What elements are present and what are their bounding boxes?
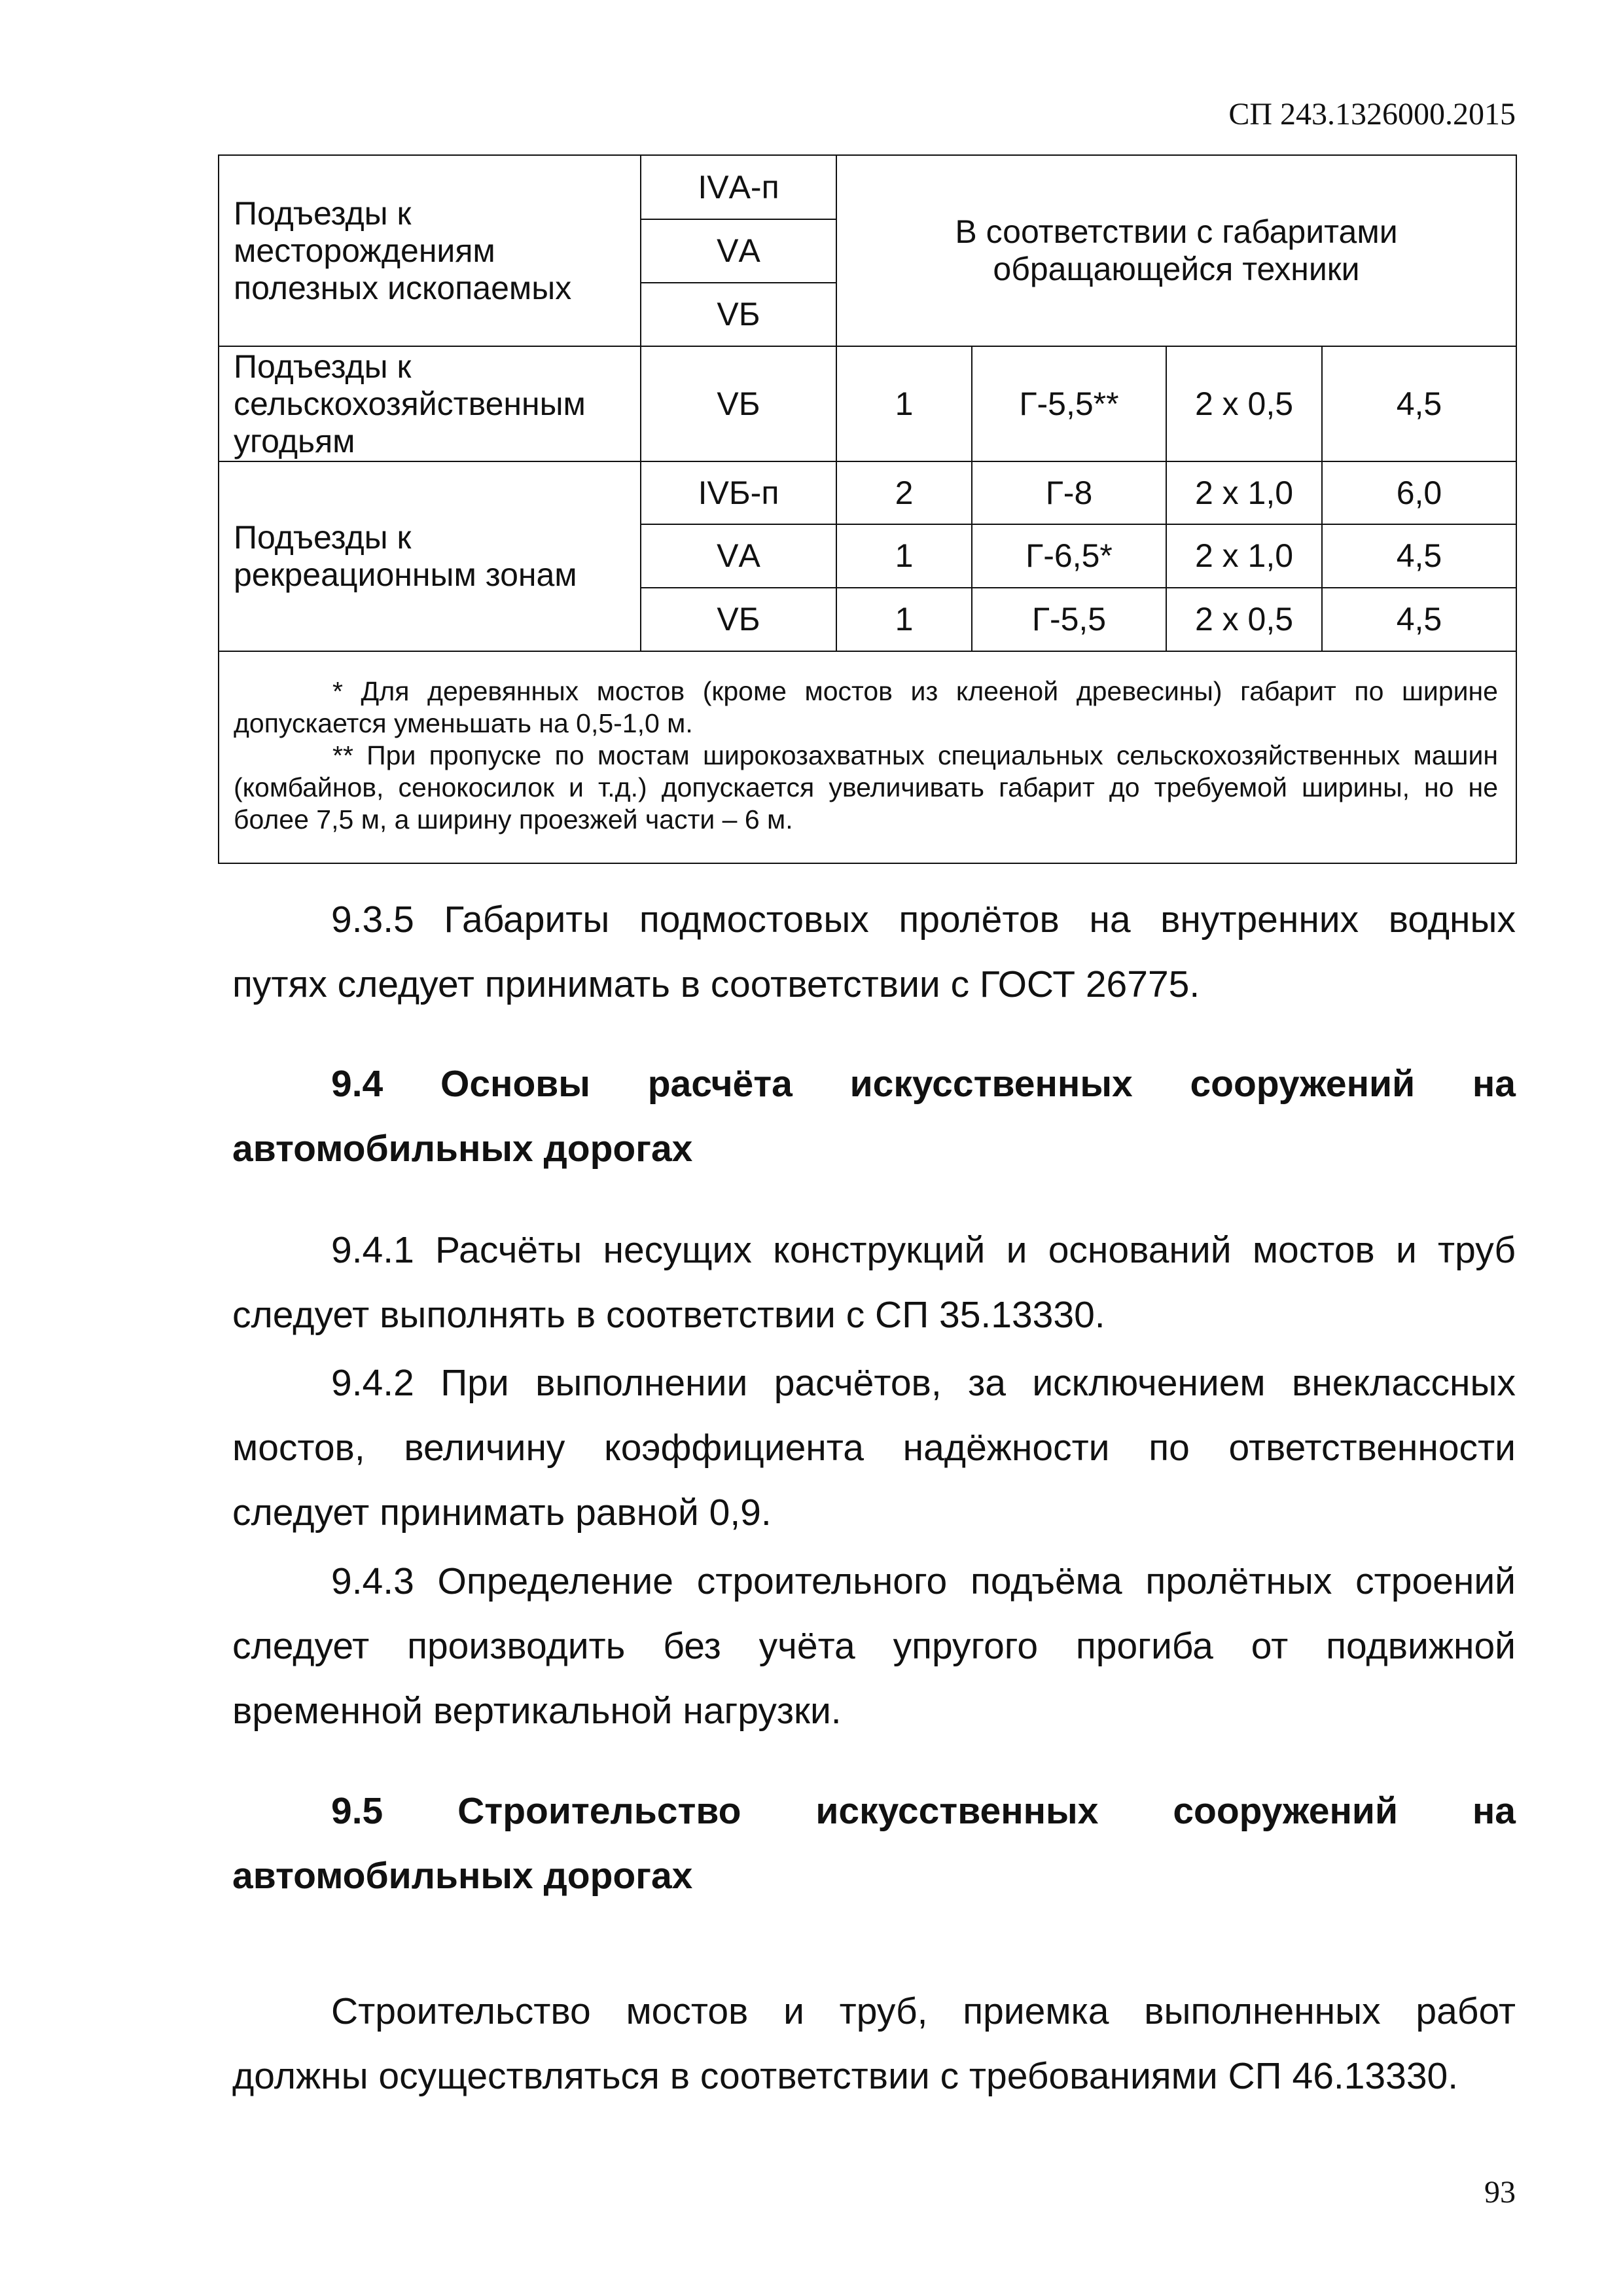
heading-line: автомобильных дорогах xyxy=(232,1128,693,1170)
heading-line: 9.5 Строительство искусственных сооружений на xyxy=(331,1790,1516,1832)
table-row xyxy=(219,651,1516,863)
section-heading-9-5 xyxy=(232,1779,1516,1909)
category-cell: VА xyxy=(641,219,836,283)
label-line: Подъезды к xyxy=(234,194,412,232)
lane-count-cell: 1 xyxy=(836,588,972,651)
label-line: сельскохозяйственным xyxy=(234,385,586,422)
footnote-line: * Для деревянных мостов (кроме мостов из клееной древесины) габарит по ширине xyxy=(332,676,1498,706)
gauge-cell: Г-5,5 xyxy=(972,588,1166,651)
footnote-line: более 7,5 м, а ширину проезжей части – 6 м. xyxy=(234,804,793,834)
gauge-cell: Г-6,5* xyxy=(972,524,1166,588)
category-cell: IVА-п xyxy=(641,155,836,219)
lane-count-cell: 2 xyxy=(836,461,972,524)
page-number: 93 xyxy=(1484,2175,1516,2210)
width-cell: 4,5 xyxy=(1322,588,1516,651)
paragraph-9-4-2 xyxy=(232,1351,1516,1545)
category-cell: VБ xyxy=(641,346,836,461)
document-code-header: СП 243.1326000.2015 xyxy=(1228,97,1516,132)
text-line: следует выполнять в соответствии с СП 35.13330. xyxy=(232,1294,1105,1336)
text-line: 9.3.5 Габариты подмостовых пролётов на внутренних водных xyxy=(331,899,1516,941)
text-line: путях следует принимать в соответствии с ГОСТ 26775. xyxy=(232,963,1200,1005)
width-pair-cell: 2 х 0,5 xyxy=(1166,588,1322,651)
section-heading-9-4 xyxy=(232,1052,1516,1181)
text-line: 9.4.2 При выполнении расчётов, за исключением внеклассных xyxy=(331,1362,1516,1404)
lane-count-cell: 1 xyxy=(836,524,972,588)
text-line: следует производить без учёта упругого прогиба от подвижной xyxy=(232,1625,1516,1667)
width-pair-cell: 2 х 1,0 xyxy=(1166,461,1322,524)
gauge-cell: Г-5,5** xyxy=(972,346,1166,461)
table-row xyxy=(219,461,1516,524)
row-label-agricultural xyxy=(219,346,641,461)
clearance-note-line: обращающейся техники xyxy=(993,251,1360,287)
text-line: временной вертикальной нагрузки. xyxy=(232,1690,842,1732)
footnote-line: ** При пропуске по мостам широкозахватных специальных сельскохозяйственных машин xyxy=(332,740,1498,770)
footnote-line: допускается уменьшать на 0,5-1,0 м. xyxy=(234,708,693,738)
width-cell: 4,5 xyxy=(1322,524,1516,588)
text-line: Строительство мостов и труб, приемка выполненных работ xyxy=(331,1990,1516,2032)
clearance-table xyxy=(218,154,1517,864)
clearance-note-line: В соответствии с габаритами xyxy=(955,213,1398,250)
text-line: следует принимать равной 0,9. xyxy=(232,1492,772,1534)
table-row xyxy=(219,155,1516,219)
category-cell: VА xyxy=(641,524,836,588)
text-line: мостов, величину коэффициента надёжности по ответственности xyxy=(232,1427,1516,1469)
category-cell: VБ xyxy=(641,588,836,651)
row-label-mining xyxy=(219,155,641,346)
width-cell: 4,5 xyxy=(1322,346,1516,461)
heading-line: автомобильных дорогах xyxy=(232,1855,693,1897)
paragraph-9-3-5 xyxy=(232,888,1516,1017)
category-cell: VБ xyxy=(641,283,836,346)
paragraph-9-4-1 xyxy=(232,1218,1516,1348)
paragraph-9-4-3 xyxy=(232,1549,1516,1744)
heading-line: 9.4 Основы расчёта искусственных сооружений на xyxy=(331,1063,1516,1105)
table-footnotes xyxy=(219,651,1516,863)
label-line: рекреационным зонам xyxy=(234,556,577,593)
lane-count-cell: 1 xyxy=(836,346,972,461)
paragraph-construction xyxy=(232,1979,1516,2109)
clearance-note-cell xyxy=(836,155,1516,346)
width-pair-cell: 2 х 1,0 xyxy=(1166,524,1322,588)
category-cell: IVБ-п xyxy=(641,461,836,524)
label-line: полезных ископаемых xyxy=(234,269,572,306)
width-pair-cell: 2 х 0,5 xyxy=(1166,346,1322,461)
label-line: угодьям xyxy=(234,422,355,459)
width-cell: 6,0 xyxy=(1322,461,1516,524)
row-label-recreational xyxy=(219,461,641,651)
text-line: 9.4.3 Определение строительного подъёма пролётных строений xyxy=(331,1560,1516,1602)
label-line: месторождениям xyxy=(234,232,495,269)
text-line: должны осуществляться в соответствии с требованиями СП 46.13330. xyxy=(232,2055,1459,2097)
table-row xyxy=(219,346,1516,461)
footnote-line: (комбайнов, сенокосилок и т.д.) допускается увеличивать габарит до требуемой ширины, но не xyxy=(234,772,1498,802)
text-line: 9.4.1 Расчёты несущих конструкций и оснований мостов и труб xyxy=(331,1229,1516,1271)
gauge-cell: Г-8 xyxy=(972,461,1166,524)
label-line: Подъезды к xyxy=(234,519,412,556)
label-line: Подъезды к xyxy=(234,348,412,385)
